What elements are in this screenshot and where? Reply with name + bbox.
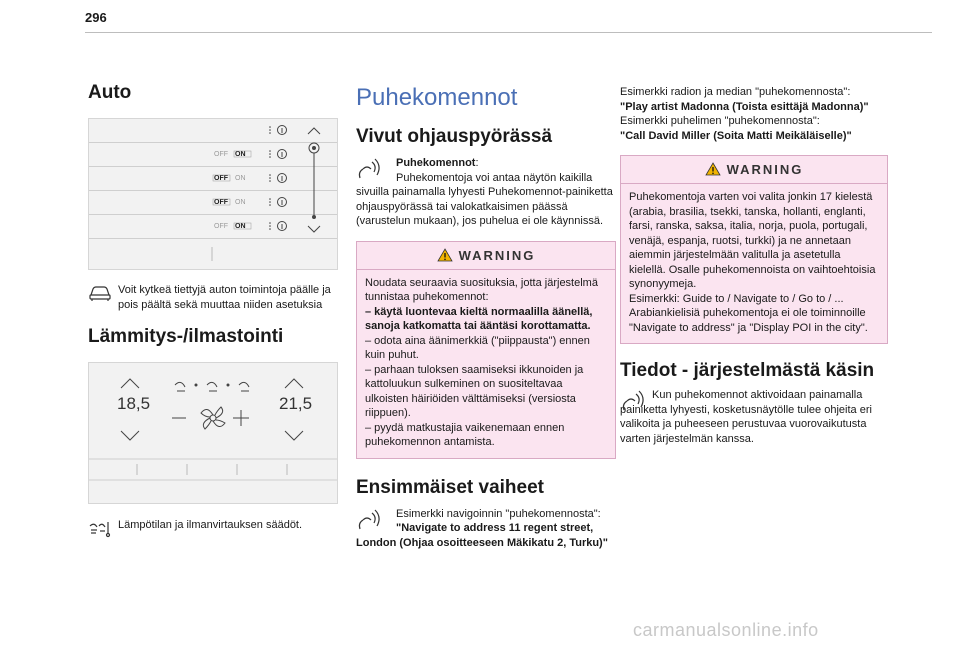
radio-text: Esimerkki radion ja median "puhekomennosta": [620,86,851,98]
header-divider [85,32,932,33]
warning-item: – parhaan tuloksen saamiseksi ikkunoiden ja kattoluukun sulkeminen on suositeltavaa ulkoisten häiriöiden välttämiseksi (versiosta riippuen). [365,363,584,419]
warning-body [621,184,887,343]
airflow-windscreen-icon [239,382,249,391]
temp-left-up-icon [121,379,139,388]
info-section [620,388,888,446]
radio-command: "Play artist Madonna (Toista esittäjä Madonna)" [620,100,869,113]
column-1 [88,82,338,533]
warning-box-languages [620,155,888,344]
warning-label: WARNING [726,162,804,177]
chevron-up-icon [308,128,320,134]
car-icon [88,283,112,303]
climate-screen-icons [89,363,337,503]
temp-right-down-icon [285,431,303,440]
auto-screen-icons [89,119,337,269]
warning-bold: – käytä luontevaa kieltä normaalilla äänellä, sanoja katkomatta tai ääntäsi korottamatta. [365,305,593,332]
info-icon [278,222,287,231]
toggle-on-label: ON [235,199,246,206]
info-icon [278,150,287,159]
first-steps-title: Ensimmäiset vaiheet [356,476,544,498]
voice-icon [356,509,382,531]
auto-description-text: Voit kytkeä tiettyjä auton toimintoja päälle ja pois päältä sekä muuttaa niiden asetuksia [118,284,331,311]
climate-icon [88,518,112,538]
warning-header [357,242,615,270]
levers-description: Puhekomentoja voi antaa näytön kaikilla sivuilla painamalla lyhyesti Puhekomennot-painiketta ohjauspyörässä tai valokatkaisimen päässä (varustelun mukaan), jos puhelua ei ole käynnissä. [356,171,613,227]
climate-screen [88,362,338,504]
warning-languages-text: Puhekomentoja varten voi valita jonkin 17 kielestä (arabia, brasilia, tsekki, tanska, hollanti, englanti, farsi, ranska, saksa, italia, norja, puola, portugali, venäjä, espanja, ruotsi, turkki) ja ne annetaan aiemmin järjestelmään valitulla ja asetetulla kielellä. Osalle puhekomennoista on vaihtoehtoisia synonyymeja. [629,191,876,290]
levers-text [356,156,616,229]
first-steps [356,507,616,551]
warning-icon [437,248,453,262]
warning-header [621,156,887,184]
column-2 [356,84,616,550]
first-steps-text: Esimerkki navigoinnin "puhekomennosta": [396,507,601,520]
info-icon [278,126,287,135]
toggle-off-label[interactable]: OFF [214,175,228,182]
warning-item: – odota aina äänimerkkiä ("piippausta") ennen kuin puhut. [365,334,590,361]
voice-icon [620,390,646,412]
airflow-face-icon [175,382,185,391]
toggle-on-label[interactable]: ON [235,151,246,158]
warning-item: – pyydä matkustajia vaikenemaan ennen puhekomennon antamista. [365,421,565,448]
toggle-on-label[interactable]: ON [235,223,246,230]
climate-description-text: Lämpötilan ja ilmanvirtauksen säädöt. [118,519,303,531]
warning-icon [705,162,721,176]
info-icon [278,198,287,207]
auto-screen [88,118,338,270]
toggle-off-label: OFF [214,223,228,230]
warning-box [356,241,616,459]
temp-left-down-icon [121,431,139,440]
warning-label: WARNING [458,247,536,263]
column-3 [620,85,888,446]
toggle-knob [213,151,251,229]
toggle-off-label[interactable]: OFF [214,199,228,206]
voice-commands-title: Puhekomennot [356,84,518,111]
fan-plus-icon [233,410,249,426]
levers-title: Vivut ohjauspyörässä [356,126,553,147]
climate-description [88,518,338,533]
toggle-on-label: ON [235,175,246,182]
temp-right-up-icon [285,379,303,388]
airflow-feet-icon [207,382,217,391]
climate-title: Lämmitys-/ilmastointi [88,326,284,347]
phone-command: "Call David Miller (Soita Matti Meikäläiselle)" [620,129,852,142]
toggle-off-label: OFF [214,151,228,158]
levers-label: Puhekomennot [396,157,476,169]
first-steps-example: "Navigate to address 11 regent street, London (Ohjaa osoitteeseen Mäkikatu 2, Turku)" [356,522,608,549]
warning-body [357,270,615,458]
warning-example-text: Esimerkki: Guide to / Navigate to / Go to / ... [629,292,844,305]
page-number: 296 [85,10,107,25]
info-text: Kun puhekomennot aktivoidaan painamalla painiketta lyhyesti, kosketusnäytölle tulee ohjeita eri valikoita ja puheeseen perustuvaa vuorovaikutusta varten järjestelmän kanssa. [620,389,872,445]
temp-left: 18,5 [117,394,151,413]
voice-icon [356,158,382,180]
warning-intro: Noudata seuraavia suosituksia, jotta järjestelmä tunnistaa puhekomennot: [365,276,598,303]
auto-title: Auto [88,82,132,103]
info-title: Tiedot - järjestelmästä käsin [620,360,875,381]
fan-icon [201,407,225,429]
radio-example [620,85,888,143]
warning-arabic-text: Arabiankielisiä puhekomentoja ei ole toiminnoille "Navigate to address" ja "Display POI in the city". [629,307,868,334]
auto-description [88,283,338,312]
chevron-down-icon [308,226,320,232]
watermark: carmanualsonline.info [633,620,819,640]
levers-label-suffix: : [475,157,479,169]
info-icon [278,174,287,183]
temp-right: 21,5 [279,394,313,413]
phone-text: Esimerkki puhelimen "puhekomennosta": [620,115,820,127]
